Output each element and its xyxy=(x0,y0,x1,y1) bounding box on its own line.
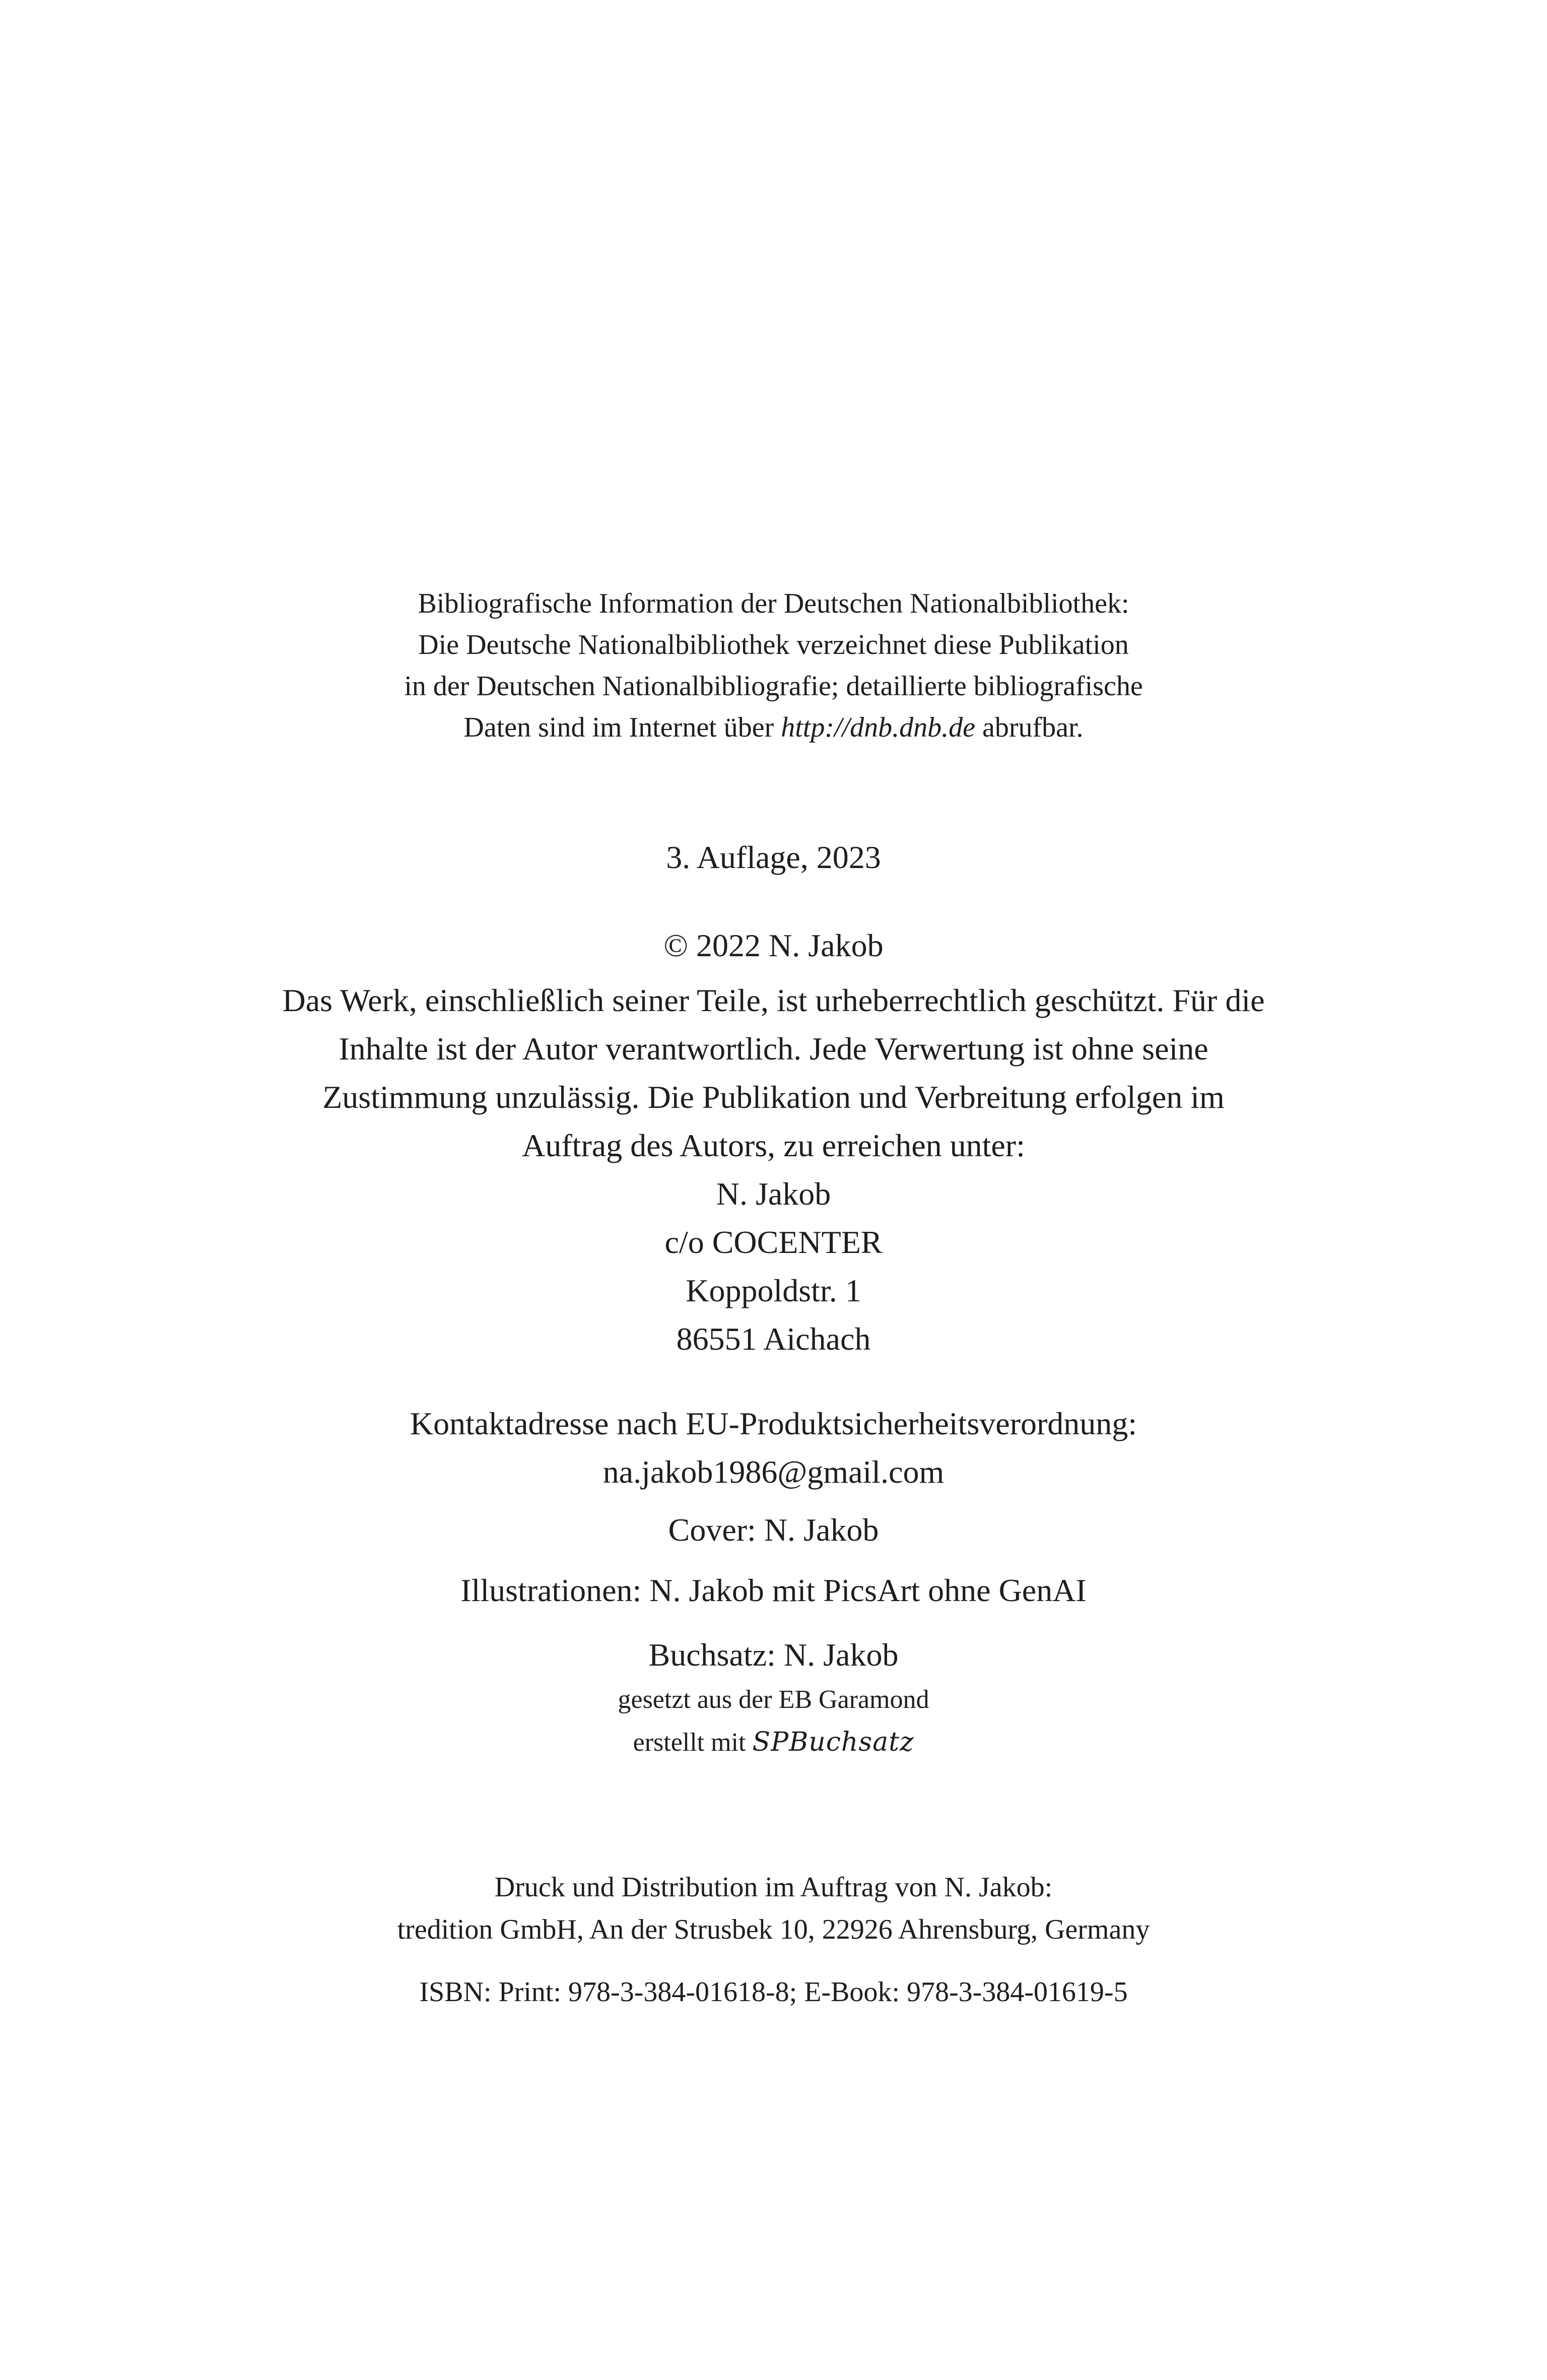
bibliographic-line-2: Die Deutsche Nationalbibliothek verzeichnet diese Publikation xyxy=(418,629,1129,660)
contact-email[interactable]: na.jakob1986@gmail.com xyxy=(602,1454,945,1490)
tool-credit xyxy=(0,1729,1547,1756)
copyright-text-line-1: Das Werk, einschließlich seiner Teile, ist urheberrechtlich geschützt. Für die xyxy=(282,982,1265,1018)
address-name: N. Jakob xyxy=(716,1176,831,1212)
bibliographic-line-3: in der Deutschen Nationalbibliografie; detaillierte bibliografische xyxy=(404,671,1143,702)
isbn-line: ISBN: Print: 978-3-384-01618-8; E-Book: 978-3-384-01619-5 xyxy=(419,1976,1128,2008)
bibliographic-line-4-prefix: Daten sind im Internet über xyxy=(463,712,774,743)
dnb-url-link[interactable]: http://dnb.dnb.de xyxy=(781,712,975,743)
copyright-text-line-2: Inhalte ist der Autor verantwortlich. Jede Verwertung ist ohne seine xyxy=(339,1031,1208,1067)
distribution-line-1: Druck und Distribution im Auftrag von N. Jakob: xyxy=(494,1872,1053,1903)
contact-heading: Kontaktadresse nach EU-Produktsicherheitsverordnung: xyxy=(410,1406,1137,1441)
address-street: Koppoldstr. 1 xyxy=(686,1273,861,1308)
bibliographic-line-4-suffix: abrufbar. xyxy=(982,712,1084,743)
copyright-text-line-3: Zustimmung unzulässig. Die Publikation und Verbreitung erfolgen im xyxy=(322,1079,1225,1115)
tool-credit-prefix: erstellt mit xyxy=(633,1728,746,1757)
distribution-line-2: tredition GmbH, An der Strusbek 10, 22926 Ahrensburg, Germany xyxy=(397,1914,1150,1945)
edition-label: 3. Auflage, 2023 xyxy=(666,839,881,875)
font-note: gesetzt aus der EB Garamond xyxy=(618,1685,929,1714)
copyright-text-line-4: Auftrag des Autors, zu erreichen unter: xyxy=(522,1128,1025,1163)
illustrations-credit: Illustrationen: N. Jakob mit PicsArt ohne GenAI xyxy=(460,1572,1087,1608)
bibliographic-line-4 xyxy=(0,713,1547,742)
cover-credit: Cover: N. Jakob xyxy=(668,1512,879,1548)
address-city: 86551 Aichach xyxy=(676,1321,871,1357)
bibliographic-line-1: Bibliografische Information der Deutschen Nationalbibliothek: xyxy=(418,588,1129,619)
tool-name: SPBuchsatz xyxy=(752,1727,914,1757)
copyright-notice: © 2022 N. Jakob xyxy=(663,928,884,963)
typesetting-credit: Buchsatz: N. Jakob xyxy=(648,1637,899,1673)
address-co: c/o COCENTER xyxy=(664,1224,883,1260)
